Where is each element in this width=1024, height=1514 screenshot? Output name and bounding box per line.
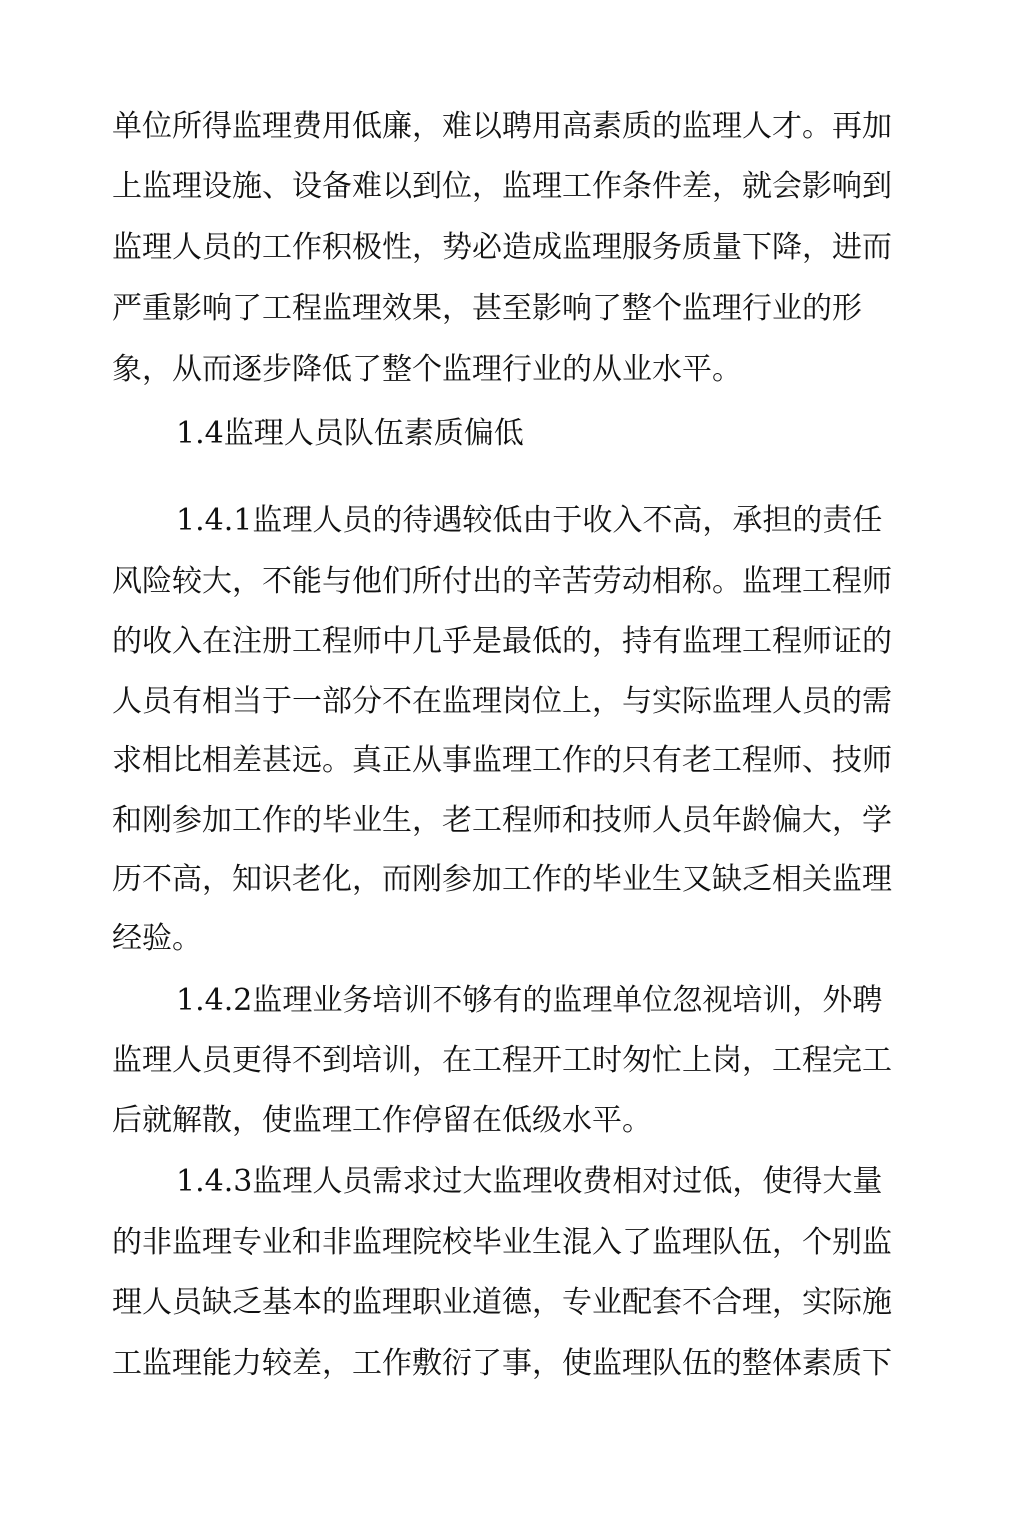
paragraph-line: 1.4.1监理人员的待遇较低由于收入不高，承担的责任 [176, 503, 883, 538]
paragraph-line: 的收入在注册工程师中几乎是最低的，持有监理工程师证的 [112, 624, 892, 659]
paragraph-line: 严重影响了工程监理效果，甚至影响了整个监理行业的形 [112, 291, 862, 326]
paragraph-line: 风险较大，不能与他们所付出的辛苦劳动相称。监理工程师 [112, 564, 892, 599]
section-heading: 1.4监理人员队伍素质偏低 [176, 416, 524, 451]
paragraph-line: 工监理能力较差，工作敷衍了事，使监理队伍的整体素质下 [112, 1346, 892, 1381]
paragraph-line: 后就解散，使监理工作停留在低级水平。 [112, 1103, 652, 1138]
paragraph-line: 1.4.3监理人员需求过大监理收费相对过低，使得大量 [176, 1164, 883, 1199]
paragraph-line: 单位所得监理费用低廉，难以聘用高素质的监理人才。再加 [112, 109, 892, 144]
paragraph-line: 求相比相差甚远。真正从事监理工作的只有老工程师、技师 [112, 743, 892, 778]
paragraph-line: 监理人员更得不到培训，在工程开工时匆忙上岗，工程完工 [112, 1043, 892, 1078]
paragraph-line: 历不高，知识老化，而刚参加工作的毕业生又缺乏相关监理 [112, 862, 892, 897]
paragraph-line: 1.4.2监理业务培训不够有的监理单位忽视培训，外聘 [176, 983, 883, 1018]
paragraph-line: 理人员缺乏基本的监理职业道德，专业配套不合理，实际施 [112, 1285, 892, 1320]
paragraph-line: 上监理设施、设备难以到位，监理工作条件差，就会影响到 [112, 169, 892, 204]
paragraph-line: 的非监理专业和非监理院校毕业生混入了监理队伍，个别监 [112, 1225, 892, 1260]
paragraph-line: 监理人员的工作积极性，势必造成监理服务质量下降，进而 [112, 230, 892, 265]
paragraph-line: 象，从而逐步降低了整个监理行业的从业水平。 [112, 352, 742, 387]
paragraph-line: 人员有相当于一部分不在监理岗位上，与实际监理人员的需 [112, 684, 892, 719]
paragraph-line: 和刚参加工作的毕业生，老工程师和技师人员年龄偏大，学 [112, 803, 892, 838]
paragraph-line: 经验。 [112, 921, 202, 956]
